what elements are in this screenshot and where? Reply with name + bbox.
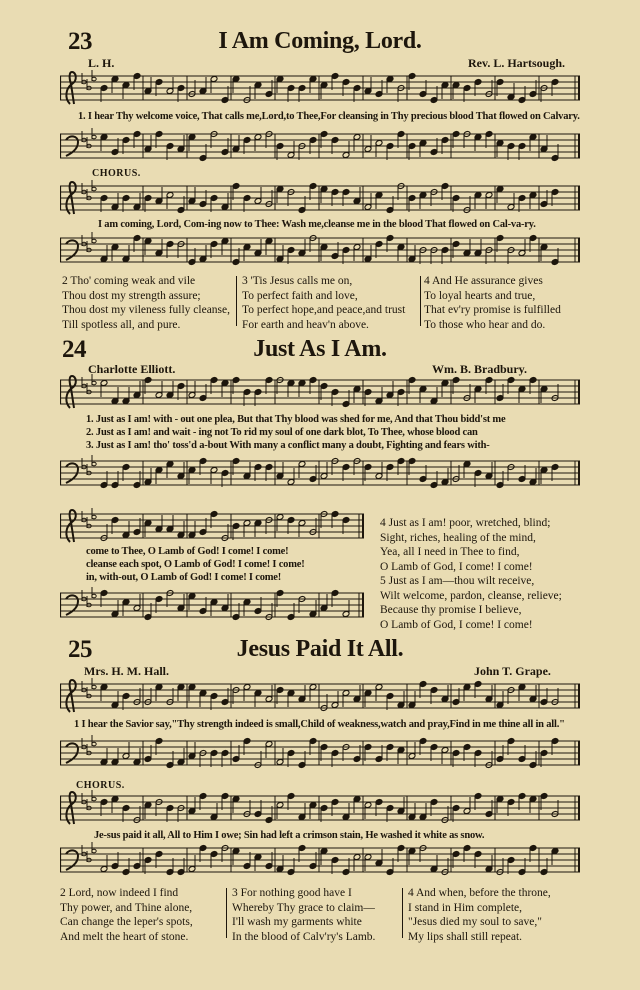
- chorus-label: CHORUS.: [76, 780, 125, 791]
- stanza-5: 5 Just as I am—thou wilt receive, Wilt welcome, pardon, cleanse, relieve; Because thy promise I believe, O Lamb of God, I come! I come!: [380, 575, 562, 631]
- music-credit: John T. Grape.: [474, 664, 551, 678]
- hymn-number: 23: [68, 28, 92, 55]
- stanza-2: 2 Tho' coming weak and vile Thou dost my strength assure; Thou dost my vileness fully cleanse, Till spotless all, and pure.: [62, 275, 230, 331]
- stanza-2: 2 Lord, now indeed I find Thy power, and Thine alone, Can change the leper's spots, And melt the heart of stone.: [60, 887, 193, 943]
- chorus-lyric: I am coming, Lord, Com-ing now to Thee: Wash me,cleanse me in the blood That flowed on Cal-va-ry.: [98, 219, 536, 230]
- verse-lyric: 1 I hear the Savior say,"Thy strength indeed is small,Child of weakness,watch and pray,Find in me thine all in all.": [74, 719, 565, 730]
- bass-staff-notation: [60, 735, 580, 773]
- hymn-title: Just As I Am.: [253, 336, 387, 362]
- end-lyric-3: in, with-out, O Lamb of God! I come! I come!: [86, 572, 282, 583]
- bass-staff: [60, 842, 580, 880]
- hymn-number: 25: [68, 636, 92, 663]
- stanza-4: 4 Just as I am! poor, wretched, blind; Sight, riches, healing of the mind, Yea, all I need in Thee to find, O Lamb of God, I come! I come!: [380, 517, 551, 573]
- words-credit: Mrs. H. M. Hall.: [84, 664, 169, 678]
- treble-staff: [60, 790, 580, 828]
- treble-staff-notation: [60, 790, 580, 828]
- stanza-4: 4 And He assurance gives To loyal hearts and true, That ev'ry promise is fulfilled To those who hear and do.: [424, 275, 561, 331]
- music-credit: Wm. B. Bradbury.: [432, 362, 528, 376]
- chorus-label: CHORUS.: [92, 168, 141, 179]
- bass-staff: [60, 735, 580, 773]
- column-divider: [226, 888, 227, 938]
- hymn-number: 24: [62, 336, 86, 363]
- hymn-title: Jesus Paid It All.: [236, 636, 404, 662]
- words-credit: Charlotte Elliott.: [88, 362, 176, 376]
- treble-staff: [60, 678, 580, 716]
- end-lyric-2: cleanse each spot, O Lamb of God! I come! I come!: [86, 559, 305, 570]
- chorus-lyric: Je-sus paid it all, All to Him I owe; Sin had left a crimson stain, He washed it white as snow.: [94, 830, 485, 841]
- stanza-3: 3 For nothing good have I Whereby Thy grace to claim— I'll wash my garments white In the blood of Calv'ry's Lamb.: [232, 887, 376, 943]
- bass-staff-notation: [60, 842, 580, 880]
- hymn-title: I Am Coming, Lord.: [218, 28, 422, 54]
- verse-lyric-1: 1. Just as I am! with - out one plea, But that Thy blood was shed for me, And that Thou bidd'st me: [86, 414, 506, 425]
- stanza-3: 3 'Tis Jesus calls me on, To perfect faith and love, To perfect hope,and peace,and trust For earth and heav'n above.: [242, 275, 406, 331]
- treble-staff-notation: [60, 678, 580, 716]
- column-divider: [402, 888, 403, 938]
- music-credit: Rev. L. Hartsough.: [468, 56, 566, 70]
- verse-lyric-2: 2. Just as I am! and wait - ing not To rid my soul of one dark blot, To Thee, whose blood can: [86, 427, 478, 438]
- verse-lyric: 1. I hear Thy welcome voice, That calls me,Lord,to Thee,For cleansing in Thy precious blood That flowed on Calvary.: [78, 111, 580, 122]
- verse-lyric-3: 3. Just as I am! tho' toss'd a-bout With many a conflict many a doubt, Fighting and fears with-: [86, 440, 490, 451]
- stanza-4: 4 And when, before the throne, I stand in Him complete, "Jesus died my soul to save," My lips shall still repeat.: [408, 887, 551, 943]
- words-credit: L. H.: [88, 56, 115, 70]
- end-lyric-1: come to Thee, O Lamb of God! I come! I come!: [86, 546, 289, 557]
